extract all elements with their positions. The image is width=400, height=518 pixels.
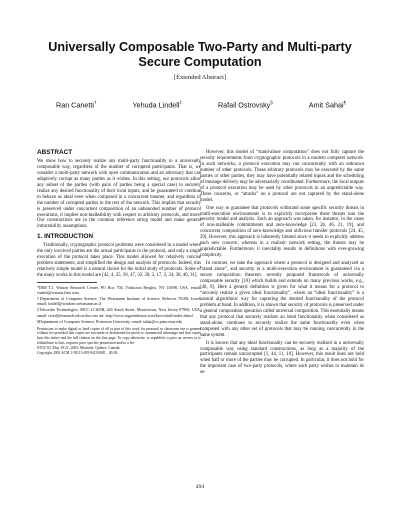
paper-subtitle: [Extended Abstract] — [173, 74, 227, 81]
author-list — [56, 100, 346, 109]
title-line-2: Secure Computation — [138, 55, 262, 69]
author: Yehuda Lindell‡ — [132, 100, 182, 110]
permission-text: Permission to make digital or hard copies of all or part of this work for personal or classroom use is granted without fee provided that copies are not made or distributed for profit or commercial advantage and that copies bear this notice and the full citation on the first page. To copy otherwise, to republish, to post on servers or to redistribute to lists, requires prior specific permission and/or a fee. — [37, 326, 201, 345]
body-paragraph: One way to guarantee that protocols withstand some specific security threats in multi-execution environments is to explicitly incorporate these threats into the security model and analysis. Such an approach was taken, for instance, in the cases of non-malleable commitments and zero-knowledge [23, 26, 46, 21, 19], and concurrent composition of zero-knowledge and oblivious transfer protocols [24, 45, 29]. However, this approach is inherently limited since it needs to explicitly address each new concern, whereas in a realistic network setting, the threats may be unpredictable. Furthermore, it inevitably results in definitions with ever-growing complexity. — [200, 205, 364, 259]
abstract-heading: ABSTRACT — [37, 149, 73, 156]
author: Ran Canetti† — [56, 100, 97, 110]
footnote-divider — [37, 282, 97, 283]
body-paragraph: However, this model of “stand-alone computation” does not fully capture the security requirements from cryptographic protocols in a modern computer network. In such networks, a protocol execution may run concurrently with an unknown number of other protocols. These arbitrary protocols may be executed by the same parties or other parties, they may have potentially related inputs and the scheduling of message delivery may be adversarially coordinated. Furthermore, the local outputs of a protocol execution may be used by other protocols in an unpredictable way. These concerns, or “attacks” on a protocol are not captured by the stand-alone model. — [200, 150, 364, 203]
abstract-text: We show how to securely realize any multi-party functionality in a universally composable way, regardless of the number of corrupted participants. That is, we consider a multi-party network with open communication and an adversary that can adaptively corrupt as many parties as it wishes. In this setting, our protocols allow any subset of the parties (with pairs of parties being a special case) to securely realize any desired functionality of their local inputs, and be guaranteed to continue to behave as ideal even when composed in a concurrent manner, and regardless of the number of corrupted parties in the rest of the network. This implies that security is preserved under concurrent composition of an unbounded number of protocol executions, it implies non-malleability with respect to arbitrary protocols, and more. Our constructions are in the common reference string model and make general intractability assumptions. — [37, 158, 201, 230]
author: Amit Sahai¶ — [308, 100, 346, 110]
title-line-1: Universally Composable Two-Party and Multi-party — [48, 40, 352, 54]
footnotes — [37, 285, 201, 324]
conference-line: STOC'02, May 19-21, 2002, Montréal, Quebec, Canada. — [37, 346, 121, 351]
permission-notice — [37, 327, 201, 356]
paper-title — [0, 40, 400, 70]
intro-text: Traditionally, cryptographic protocol problems were considered in a model where the only involved parties are the actual participants in the protocol, and only a single execution of the protocol takes place. This model allowed for relatively concise problem statements, and simplified the design and analysis of protocols. Indeed, this relatively simple model is a natural choice for the initial study of protocols. Some of the many works in this model are [42, 4, 25, 36, 47, 33, 28, 3, 17, 2, 24, 38, 46, 31]. — [37, 243, 201, 279]
footnote: §Department of Computer Science, Princeton University. email: sahai@cs.princeton.edu — [37, 318, 183, 324]
author: Rafail Ostrovsky§ — [217, 100, 273, 110]
intro-heading: 1. INTRODUCTION — [37, 233, 94, 241]
body-paragraph: It is known that any ideal functionality can be securely realized in a universally composable way using standard constructions, as long as a majority of the participants remain uncorrupted [1, 44, 11, 10]. However, this result does not hold when half or more of the parties may be corrupted. In particular, it does not hold for the important case of two-party protocols, where each party wishes to maintain its se- — [200, 340, 364, 376]
right-column — [200, 150, 364, 378]
footnote: ‡Telcordia Technologies, MCC-1C365B, 445 South Street, Morristown, New Jersey 07960, USA. email: rafail@research.telcordia.com url: http://www.argreenhouse.com/bios/rafail/index.shtml — [37, 307, 201, 318]
body-paragraph: In contrast, we take the approach where a protocol is designed and analyzed as “stand alone”, and security in a multi-execution environment is guaranteed via a secure composition theorem. recently proposed framework of universally composable security [10] which builds and extends on many previous works, e.g., [40, 9]. Here a generic definition is given for what it means for a protocol to “securely realize a given ideal functionality”, where an “ideal functionality” is a natural algorithmic way for capturing the desired functionality of the protocol problem at hand. In addition, it is shown that security of protocols is preserved under a general composition operation called universal composition. This essentially means that any protocol that securely realizes an ideal functionality when considered as stand-alone, continues to securely realize the same functionality even when composed with any other set of protocols that may be running concurrently in the same system. — [200, 261, 364, 338]
footnote: †Department of Computer Science, The Weizmann Institute of Science, Rehovot 76100, Israel. email: lindell@wisdom.weizmann.ac.il — [37, 296, 201, 307]
footnote: *IBM T.J. Watson Research Center, PO Box 704, Yorktown Heights, NY 10598, USA. email: canetti@watson.ibm.com — [37, 285, 201, 296]
page-number: 494 — [195, 484, 205, 490]
copyright-line: Copyright 2002 ACM 1-58113-495-9/02/0005 ...$5.00. — [37, 350, 119, 355]
left-column — [37, 150, 201, 355]
